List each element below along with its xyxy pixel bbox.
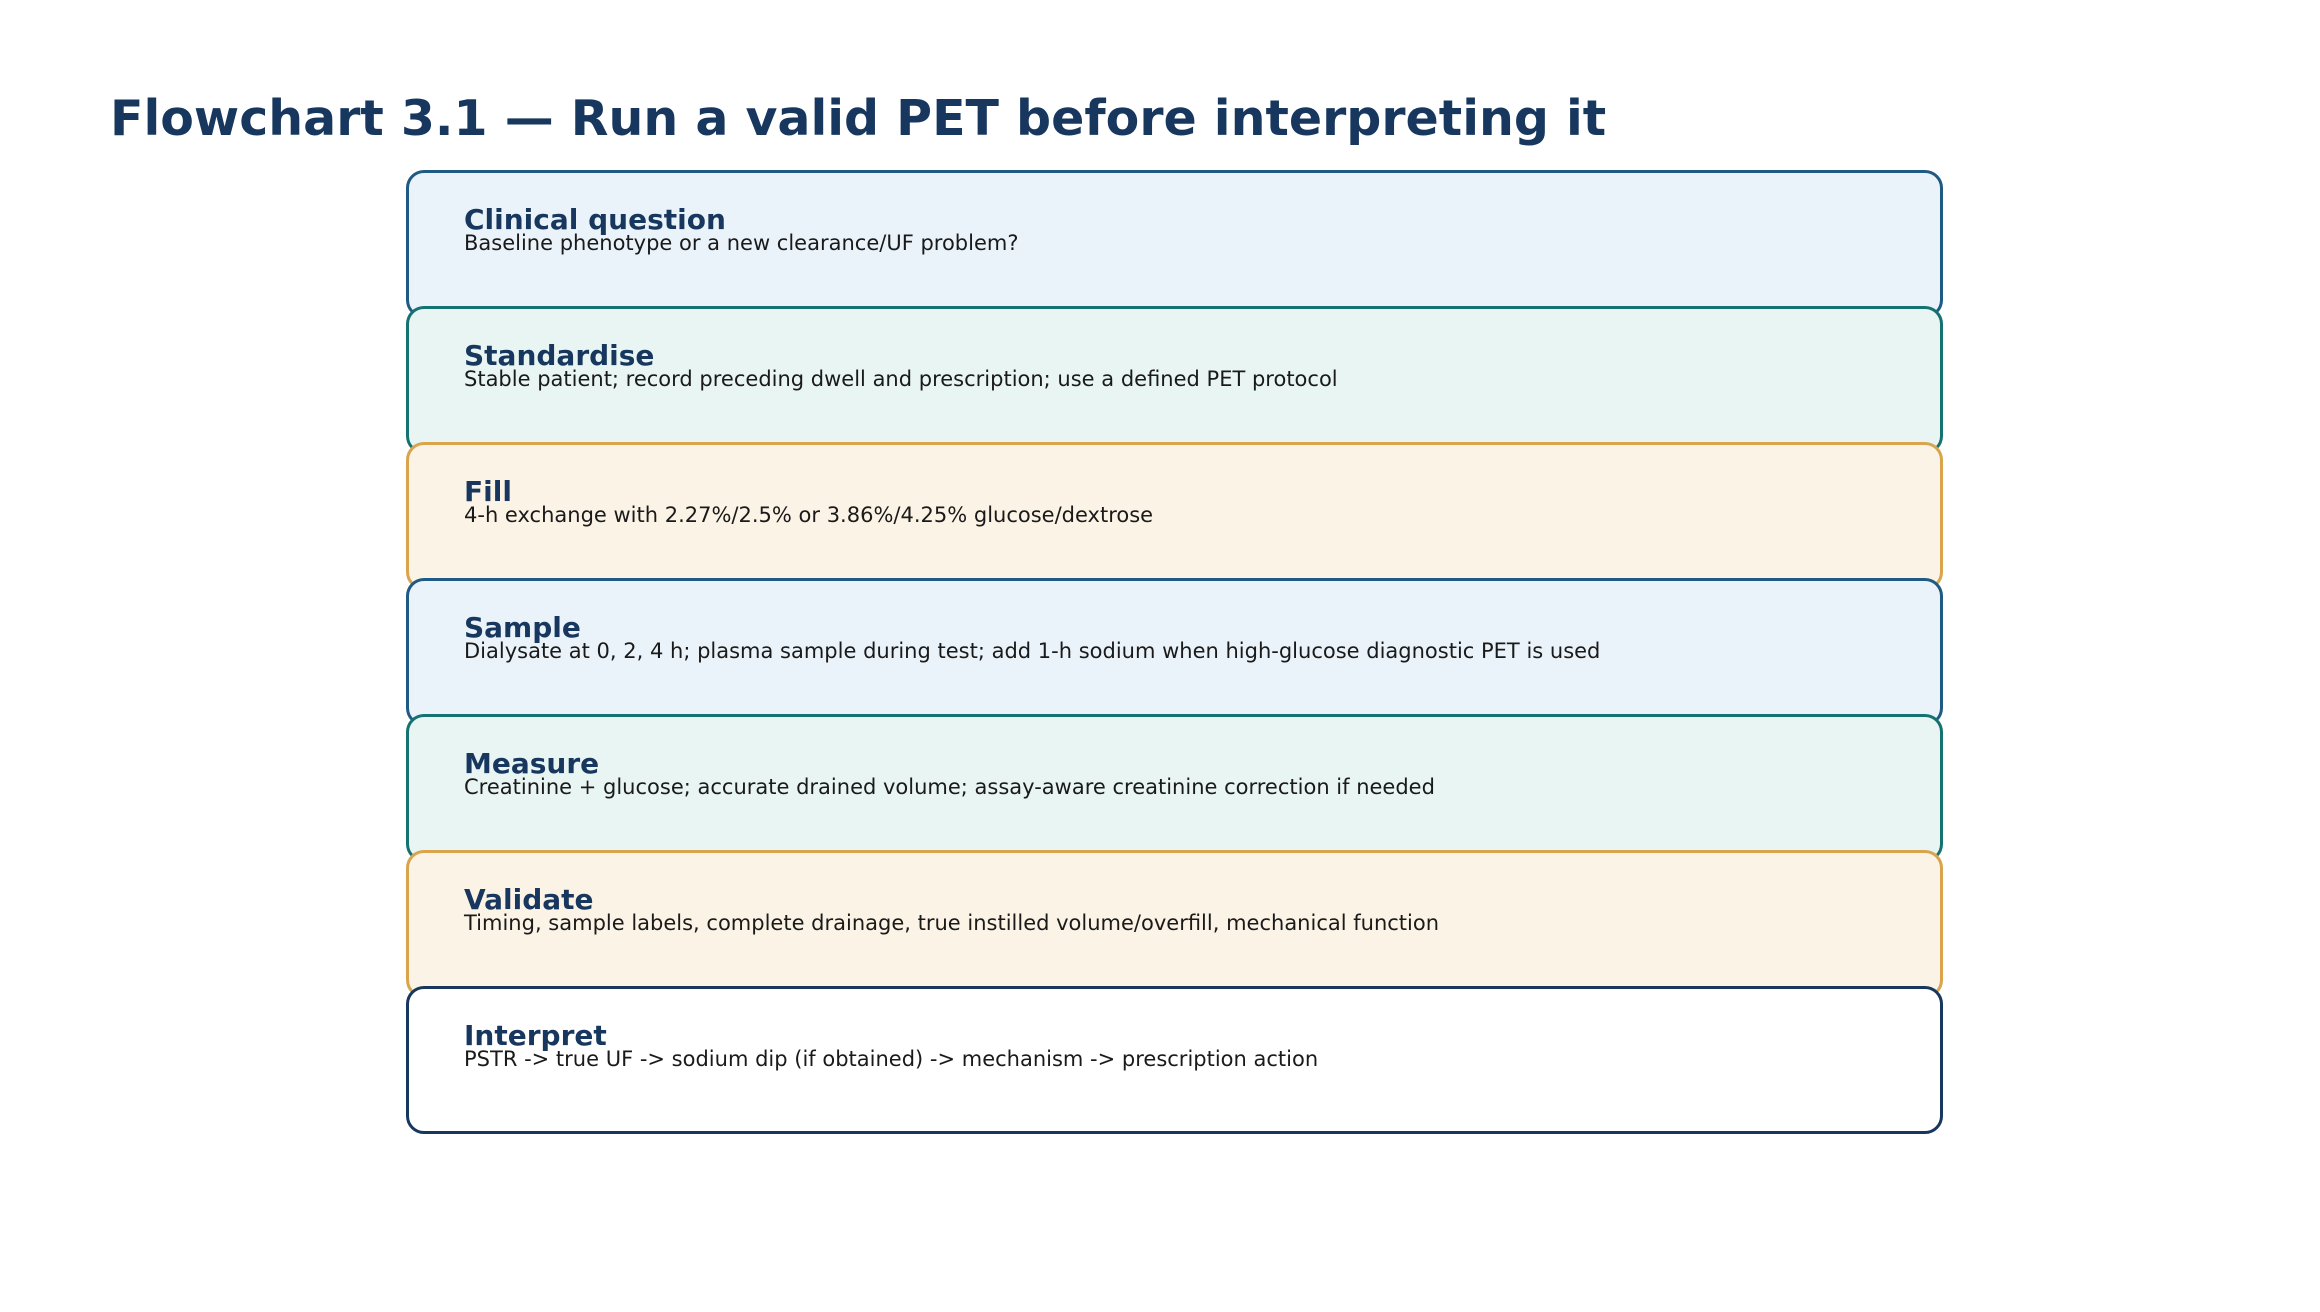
step-description: Creatinine + glucose; accurate drained volume; assay-aware creatinine correction if needed <box>464 775 1435 799</box>
step-title: Fill <box>464 475 512 508</box>
step-title: Standardise <box>464 339 655 372</box>
step-interpret <box>406 986 1943 1134</box>
flowchart-steps <box>406 170 1943 1134</box>
step-description: Timing, sample labels, complete drainage, true instilled volume/overfill, mechanical function <box>464 911 1440 935</box>
step-title: Interpret <box>464 1019 607 1052</box>
step-description: PSTR -> true UF -> sodium dip (if obtained) -> mechanism -> prescription action <box>464 1047 1319 1071</box>
step-description: 4-h exchange with 2.27%/2.5% or 3.86%/4.25% glucose/dextrose <box>464 503 1154 527</box>
step-title: Clinical question <box>464 203 726 236</box>
step-description: Stable patient; record preceding dwell and prescription; use a defined PET protocol <box>464 367 1338 391</box>
step-description: Dialysate at 0, 2, 4 h; plasma sample during test; add 1-h sodium when high-glucose diagnostic PET is used <box>464 639 1601 663</box>
step-fill <box>406 442 1943 590</box>
page-title: Flowchart 3.1 — Run a valid PET before interpreting it <box>110 90 1607 147</box>
step-measure <box>406 714 1943 862</box>
step-title: Validate <box>464 883 594 916</box>
step-standardise <box>406 306 1943 454</box>
step-validate <box>406 850 1943 998</box>
step-title: Measure <box>464 747 600 780</box>
step-title: Sample <box>464 611 581 644</box>
step-description: Baseline phenotype or a new clearance/UF problem? <box>464 231 1019 255</box>
step-sample <box>406 578 1943 726</box>
step-clinical-question <box>406 170 1943 318</box>
